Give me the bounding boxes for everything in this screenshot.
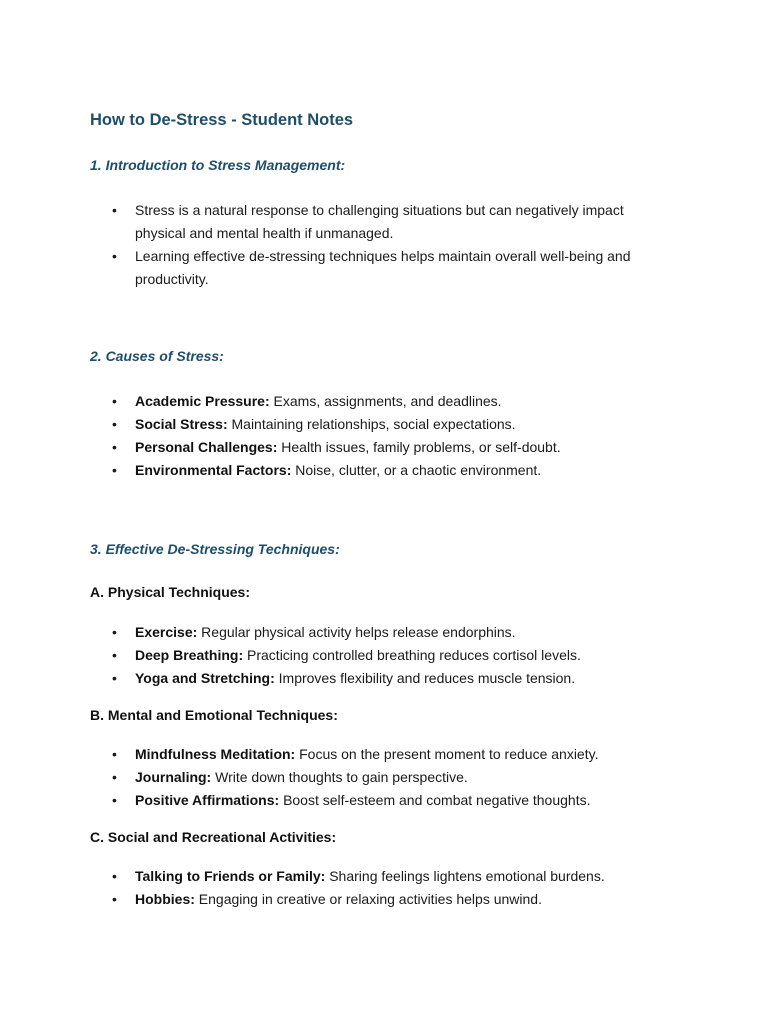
list-item-text: Stress is a natural response to challenging situations but can negatively impact physical and mental health if unmanaged. (135, 202, 624, 241)
list-item-text: Sharing feelings lightens emotional burdens. (329, 868, 605, 884)
list-item-term: Positive Affirmations: (135, 792, 280, 808)
subheading-physical-techniques: A. Physical Techniques: (90, 584, 251, 600)
list-item-text: Practicing controlled breathing reduces cortisol levels. (247, 647, 581, 663)
physical-techniques-list (0, 621, 768, 690)
bullet-icon: • (112, 891, 117, 907)
list-item (112, 865, 665, 888)
bullet-icon: • (112, 393, 117, 409)
list-item-text: Boost self-esteem and combat negative thoughts. (283, 792, 591, 808)
list-item-term: Talking to Friends or Family: (135, 868, 326, 884)
section-heading-techniques: 3. Effective De-Stressing Techniques: (90, 541, 340, 557)
bullet-icon: • (112, 202, 117, 218)
list-item-text: Focus on the present moment to reduce anxiety. (299, 746, 599, 762)
bullet-icon: • (112, 462, 117, 478)
bullet-icon: • (112, 439, 117, 455)
section-heading-introduction: 1. Introduction to Stress Management: (90, 157, 346, 173)
list-item (112, 245, 665, 291)
list-item-term: Social Stress: (135, 416, 228, 432)
list-item-text: Improves flexibility and reduces muscle tension. (278, 670, 576, 686)
list-item (112, 621, 665, 644)
list-item-term: Environmental Factors: (135, 462, 292, 478)
list-item (112, 436, 665, 459)
bullet-icon: • (112, 670, 117, 686)
list-item-text: Noise, clutter, or a chaotic environment. (295, 462, 542, 478)
list-item-term: Academic Pressure: (135, 393, 270, 409)
list-item (112, 766, 665, 789)
bullet-icon: • (112, 746, 117, 762)
list-item-term: Exercise: (135, 624, 198, 640)
list-item (112, 199, 665, 245)
bullet-icon: • (112, 416, 117, 432)
bullet-icon: • (112, 868, 117, 884)
section-heading-causes: 2. Causes of Stress: (90, 348, 224, 364)
bullet-icon: • (112, 248, 117, 264)
introduction-list (0, 199, 768, 291)
list-item-text: Exams, assignments, and deadlines. (273, 393, 502, 409)
list-item (112, 743, 665, 766)
list-item-term: Personal Challenges: (135, 439, 278, 455)
list-item (112, 413, 665, 436)
list-item-term: Mindfulness Meditation: (135, 746, 296, 762)
list-item-text: Engaging in creative or relaxing activities helps unwind. (198, 891, 542, 907)
causes-list (0, 390, 768, 482)
list-item-term: Yoga and Stretching: (135, 670, 275, 686)
list-item-text: Maintaining relationships, social expectations. (231, 416, 516, 432)
list-item-text: Learning effective de-stressing techniques helps maintain overall well-being and productivity. (135, 248, 631, 287)
mental-techniques-list (0, 743, 768, 812)
list-item-term: Hobbies: (135, 891, 195, 907)
list-item (112, 667, 665, 690)
list-item (112, 390, 665, 413)
social-activities-list (0, 865, 768, 911)
list-item-text: Health issues, family problems, or self-doubt. (281, 439, 561, 455)
list-item (112, 459, 665, 482)
subheading-social-activities: C. Social and Recreational Activities: (90, 829, 337, 845)
bullet-icon: • (112, 792, 117, 808)
list-item (112, 888, 665, 911)
list-item-text: Regular physical activity helps release endorphins. (201, 624, 516, 640)
list-item (112, 644, 665, 667)
list-item-term: Journaling: (135, 769, 212, 785)
bullet-icon: • (112, 647, 117, 663)
list-item (112, 789, 665, 812)
list-item-term: Deep Breathing: (135, 647, 244, 663)
subheading-mental-techniques: B. Mental and Emotional Techniques: (90, 707, 338, 723)
bullet-icon: • (112, 624, 117, 640)
document-title: How to De-Stress - Student Notes (90, 111, 354, 129)
list-item-text: Write down thoughts to gain perspective. (215, 769, 468, 785)
bullet-icon: • (112, 769, 117, 785)
